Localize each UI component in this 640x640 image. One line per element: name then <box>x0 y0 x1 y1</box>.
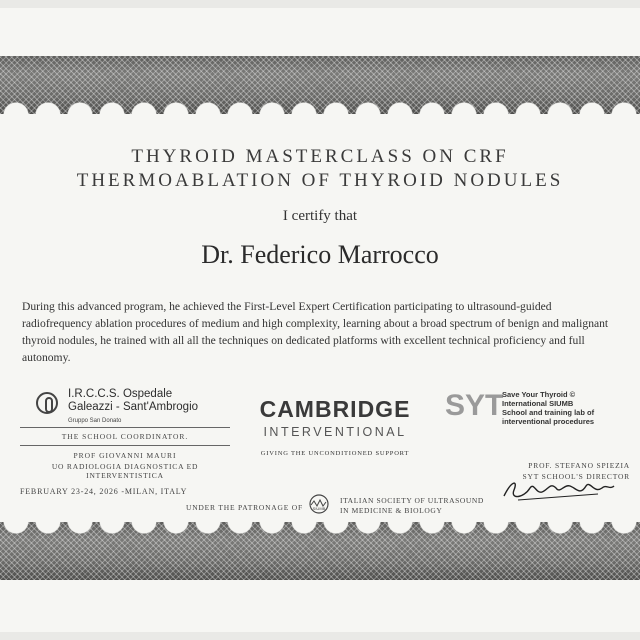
recipient-name: Dr. Federico Marrocco <box>201 240 439 269</box>
coordinator-title: THE SCHOOL COORDINATOR. <box>61 432 189 441</box>
hospital-name-line2: Galeazzi - Sant'Ambrogio <box>68 401 199 413</box>
syt-line4: interventional procedures <box>502 417 595 426</box>
event-date-place: FEBRUARY 23-24, 2026 -MILAN, ITALY <box>20 487 188 496</box>
sponsor-logo-subname: INTERVENTIONAL <box>263 425 407 439</box>
certificate-title-line1: THYROID MASTERCLASS ON CRF <box>131 146 509 167</box>
divider <box>20 427 230 428</box>
certificate-body: During this advanced program, he achieved the First-Level Expert Certification participating to ultrasound-guided radiofrequency ablation procedures of medium and high complexity, learning about a broad spectrum of benign and malignant thyroid nodules, he trained with all all the techniques on dedicated platforms with excellent technical proficiency and full autonomy. <box>22 300 609 364</box>
coordinator-name: PROF GIOVANNI MAURI <box>73 451 177 460</box>
syt-logo-icon <box>444 386 504 422</box>
syt-description <box>502 390 632 426</box>
hospital-name <box>68 388 248 414</box>
certify-statement: I certify that <box>282 208 358 224</box>
patronage-society-line2: IN MEDICINE & BIOLOGY <box>340 506 443 515</box>
syt-logo-letters: SYT <box>445 389 504 422</box>
siumb-logo-text: SIUMB <box>312 506 326 511</box>
coordinator-department: UO RADIOLOGIA DIAGNOSTICA ED INTERVENTISTICA <box>51 462 199 480</box>
syt-line2: International SIUMB <box>502 399 574 408</box>
syt-line3: School and training lab of <box>502 408 595 417</box>
decorative-border-top <box>0 56 640 114</box>
patronage-society <box>340 496 490 516</box>
sponsor-logo-name: CAMBRIDGE <box>259 396 411 422</box>
decorative-border-bottom <box>0 522 640 580</box>
director-title: SYT SCHOOL'S DIRECTOR <box>522 472 630 481</box>
hospital-group: Gruppo San Donato <box>68 418 122 424</box>
hospital-name-line1: I.R.C.C.S. Ospedale <box>68 388 173 400</box>
hospital-logo-icon <box>36 392 58 414</box>
syt-line1: Save Your Thyroid © <box>502 390 576 399</box>
sponsor-tagline: GIVING THE UNCONDITIONED SUPPORT <box>260 450 410 457</box>
patronage-label: UNDER THE PATRONAGE OF <box>186 503 303 512</box>
siumb-logo-icon <box>305 494 333 514</box>
certificate-title-line2: THERMOABLATION OF THYROID NODULES <box>76 170 564 191</box>
signature-mark <box>498 474 618 504</box>
patronage-society-line1: ITALIAN SOCIETY OF ULTRASOUND <box>340 496 484 505</box>
divider <box>20 445 230 446</box>
director-name: PROF. STEFANO SPIEZIA <box>528 461 630 470</box>
